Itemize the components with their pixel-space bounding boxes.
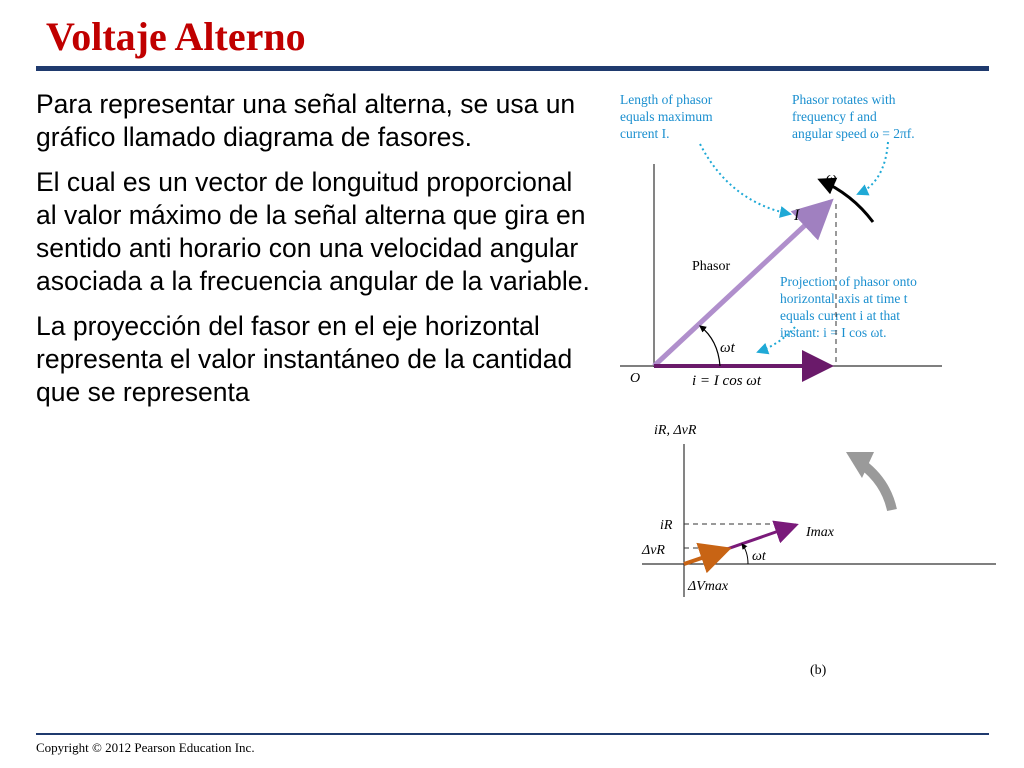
phasor-diagram: [590, 82, 990, 392]
label-I: I: [794, 207, 800, 224]
voltage-phasor: [684, 549, 728, 564]
paragraph-2: El cual es un vector de longuitud proporcional al valor máximo de la señal alterna que gira en sentido anti horario con una velocidad angular asociada a la frecuencia angular de la variable.: [36, 167, 590, 296]
label-omega-t: ωt: [720, 340, 735, 356]
label-b-omega-t: ωt: [752, 549, 766, 564]
paragraph-1: Para representar una señal alterna, se usa un gráfico llamado diagrama de fasores.: [36, 89, 576, 152]
b-angle-arc: [742, 544, 748, 564]
note-rotates: Phasor rotates with frequency f and angular speed ω = 2πf.: [792, 92, 915, 141]
note-projection: Projection of phasor onto horizontal axis at time t equals current i at that instant: i = I cos ωt.: [780, 274, 917, 340]
label-dVmax: ΔVmax: [688, 579, 729, 594]
title-divider: [36, 66, 989, 71]
paragraph-3: La proyección del fasor en el eje horizontal representa el valor instantáneo de la cantidad que se representa: [36, 311, 573, 407]
label-phasor: Phasor: [692, 259, 731, 274]
label-origin: O: [630, 371, 641, 386]
label-Imax: Imax: [806, 525, 834, 540]
footer-divider: [36, 733, 989, 735]
label-iR: iR: [660, 518, 673, 533]
rotation-arrow: [862, 464, 892, 510]
note-length: Length of phasor equals maximum current I.: [620, 92, 713, 141]
resistor-phasor-diagram: [630, 412, 1000, 682]
label-omega: ω: [826, 170, 837, 186]
leader-rotates: [858, 142, 888, 194]
label-dvR: ΔvR: [642, 543, 665, 558]
figure-caption: (b): [810, 663, 827, 678]
leader-length: [700, 144, 790, 214]
copyright: Copyright © 2012 Pearson Education Inc.: [36, 740, 255, 755]
label-i-equation: i = I cos ωt: [692, 373, 762, 389]
angle-arc: [700, 326, 720, 366]
slide-title: Voltaje Alterno: [46, 14, 306, 59]
axis-label: iR, ΔvR: [654, 423, 697, 438]
body-text: [36, 88, 596, 421]
